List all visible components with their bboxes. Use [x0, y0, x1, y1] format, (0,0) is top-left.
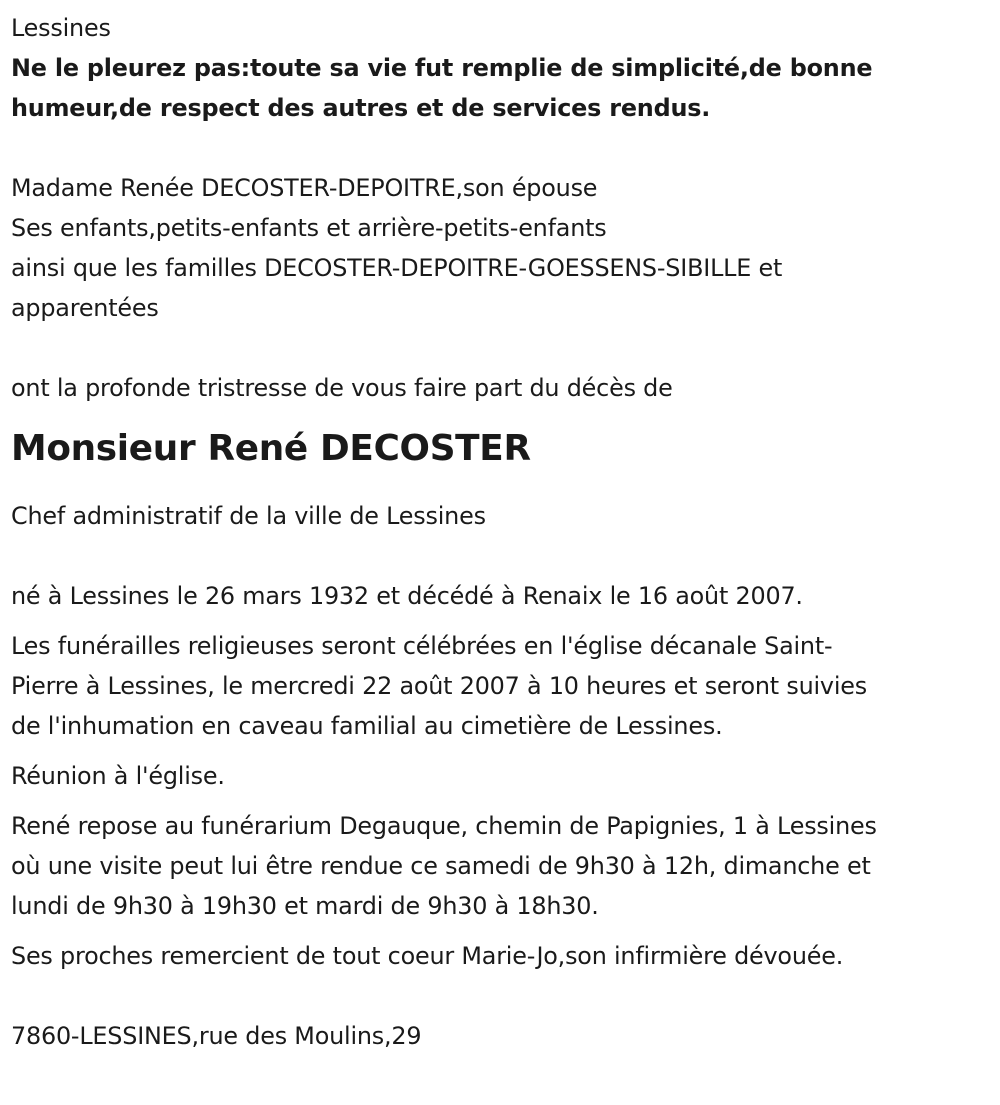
- meeting-text: Réunion à l'église.: [11, 762, 225, 790]
- family-line-3: ainsi que les familles DECOSTER-DEPOITRE-GOESSENS-SIBILLE et: [11, 254, 783, 282]
- spacer: [11, 616, 991, 626]
- occupation-text: Chef administratif de la ville de Lessines: [11, 502, 486, 530]
- thanks-text: Ses proches remercient de tout coeur Marie-Jo,son infirmière dévouée.: [11, 942, 844, 970]
- funeral-line-1: Les funérailles religieuses seront célébrées en l'église décanale Saint-: [11, 632, 833, 660]
- family-line-4: apparentées: [11, 294, 159, 322]
- obituary-notice: [11, 8, 991, 1056]
- spacer: [11, 976, 991, 1016]
- family-line-1: Madame Renée DECOSTER-DEPOITRE,son épouse: [11, 174, 598, 202]
- spacer: [11, 128, 991, 168]
- spacer: [11, 746, 991, 756]
- spacer: [11, 328, 991, 368]
- deceased-name: Monsieur René DECOSTER: [11, 428, 531, 469]
- announcement-text: ont la profonde tristresse de vous faire part du décès de: [11, 374, 673, 402]
- town-name: Lessines: [11, 14, 111, 42]
- address-text: 7860-LESSINES,rue des Moulins,29: [11, 1022, 422, 1050]
- spacer: [11, 536, 991, 576]
- funeral-line-2: Pierre à Lessines, le mercredi 22 août 2007 à 10 heures et seront suivies: [11, 672, 867, 700]
- spacer: [11, 926, 991, 936]
- epitaph-line-2: humeur,de respect des autres et de services rendus.: [11, 94, 711, 122]
- funeral-line-3: de l'inhumation en caveau familial au cimetière de Lessines.: [11, 712, 723, 740]
- family-line-2: Ses enfants,petits-enfants et arrière-petits-enfants: [11, 214, 607, 242]
- visit-line-1: René repose au funérarium Degauque, chemin de Papignies, 1 à Lessines: [11, 812, 877, 840]
- epitaph-line-1: Ne le pleurez pas:toute sa vie fut remplie de simplicité,de bonne: [11, 54, 873, 82]
- visit-line-3: lundi de 9h30 à 19h30 et mardi de 9h30 à 18h30.: [11, 892, 599, 920]
- spacer: [11, 796, 991, 806]
- birth-death-text: né à Lessines le 26 mars 1932 et décédé à Renaix le 16 août 2007.: [11, 582, 803, 610]
- visit-line-2: où une visite peut lui être rendue ce samedi de 9h30 à 12h, dimanche et: [11, 852, 871, 880]
